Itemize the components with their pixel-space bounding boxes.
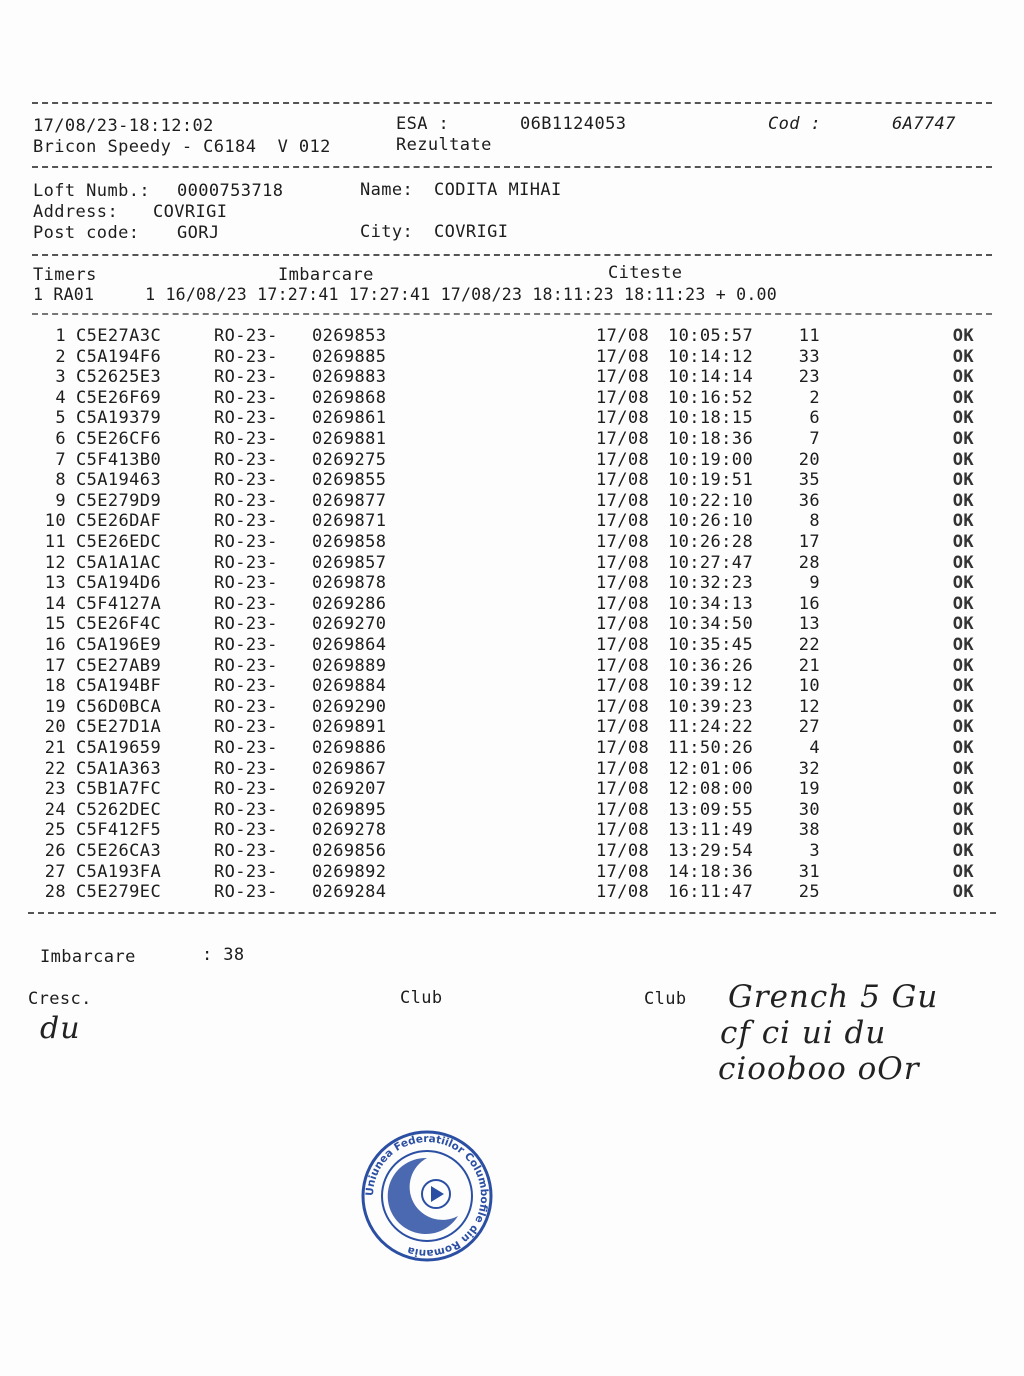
arrival-date: 17/08 — [596, 717, 650, 738]
position: 30 — [798, 799, 820, 820]
arrival-time: 10:18:36 — [668, 429, 754, 449]
table-row — [0, 347, 1024, 367]
ring-country: RO-23- — [214, 717, 278, 738]
ring-country: RO-23- — [214, 511, 278, 532]
city-value: COVRIGI — [434, 222, 509, 242]
chip-code: C5A19659 — [76, 738, 162, 758]
arrival-time: 13:11:49 — [668, 820, 754, 841]
chip-code: C5E26EDC — [76, 532, 162, 552]
arrival-date: 17/08 — [596, 367, 650, 388]
status-ok: OK — [952, 408, 974, 429]
position: 36 — [798, 490, 820, 511]
arrival-time: 13:29:54 — [668, 841, 754, 861]
row-number: 8 — [55, 470, 66, 491]
arrival-time: 11:50:26 — [668, 738, 754, 758]
status-ok: OK — [952, 635, 974, 655]
ring-number: 0269207 — [312, 779, 387, 800]
position: 27 — [798, 717, 820, 738]
ring-number: 0269892 — [312, 861, 387, 882]
federation-stamp — [360, 1128, 494, 1264]
chip-code: C5A194F6 — [76, 346, 162, 367]
arrival-date: 17/08 — [596, 738, 650, 758]
cod-label: Cod : — [768, 114, 822, 134]
table-row — [0, 470, 1024, 490]
table-row — [0, 429, 1024, 449]
position: 20 — [798, 449, 820, 470]
arrival-time: 10:16:52 — [668, 387, 754, 408]
chip-code: C5A194BF — [76, 676, 162, 697]
ring-country: RO-23- — [214, 490, 278, 511]
row-number: 10 — [44, 511, 66, 532]
row-number: 16 — [44, 635, 66, 655]
city-label: City: — [360, 222, 414, 242]
arrival-date: 17/08 — [596, 696, 650, 717]
loft-number-label: Loft Numb.: — [33, 181, 150, 201]
arrival-time: 10:27:47 — [668, 552, 754, 573]
arrival-date: 17/08 — [596, 429, 650, 449]
status-ok: OK — [952, 779, 974, 800]
loft-number: 0000753718 — [177, 181, 284, 201]
ring-country: RO-23- — [214, 408, 278, 429]
ring-number: 0269885 — [312, 346, 387, 367]
position: 38 — [798, 820, 820, 841]
ring-number: 0269853 — [312, 326, 387, 346]
row-number: 7 — [55, 449, 66, 470]
row-number: 6 — [55, 429, 66, 449]
arrival-time: 12:08:00 — [668, 779, 754, 800]
row-number: 1 — [55, 326, 66, 346]
position: 6 — [809, 408, 820, 429]
row-number: 5 — [55, 408, 66, 429]
chip-code: C5A194D6 — [76, 573, 162, 594]
arrival-time: 10:18:15 — [668, 408, 754, 429]
imbarcare-footer-label: Imbarcare — [40, 947, 136, 967]
row-number: 3 — [55, 367, 66, 388]
owner-name: CODITA MIHAI — [434, 180, 562, 200]
chip-code: C5A1A363 — [76, 758, 162, 779]
chip-code: C5A1A1AC — [76, 552, 162, 573]
arrival-time: 13:09:55 — [668, 799, 754, 820]
status-ok: OK — [952, 614, 974, 635]
ring-country: RO-23- — [214, 861, 278, 882]
ring-country: RO-23- — [214, 346, 278, 367]
table-row — [0, 820, 1024, 840]
ring-number: 0269861 — [312, 408, 387, 429]
ring-country: RO-23- — [214, 367, 278, 388]
arrival-date: 17/08 — [596, 820, 650, 841]
arrival-date: 17/08 — [596, 532, 650, 552]
arrival-time: 10:19:00 — [668, 449, 754, 470]
stamp-text: Uniunea Federatiilor Columbofile din Romania — [363, 1132, 491, 1260]
arrival-time: 10:39:23 — [668, 696, 754, 717]
status-ok: OK — [952, 696, 974, 717]
ring-country: RO-23- — [214, 696, 278, 717]
arrival-time: 10:14:12 — [668, 346, 754, 367]
arrival-time: 12:01:06 — [668, 758, 754, 779]
status-ok: OK — [952, 490, 974, 511]
ring-number: 0269868 — [312, 387, 387, 408]
position: 10 — [798, 676, 820, 697]
ring-number: 0269270 — [312, 614, 387, 635]
ring-number: 0269286 — [312, 593, 387, 614]
table-row — [0, 532, 1024, 552]
chip-code: C5E279EC — [76, 882, 162, 903]
arrival-time: 10:35:45 — [668, 635, 754, 655]
chip-code: C5262DEC — [76, 799, 162, 820]
position: 2 — [809, 387, 820, 408]
status-ok: OK — [952, 429, 974, 449]
row-number: 28 — [44, 882, 66, 903]
arrival-date: 17/08 — [596, 861, 650, 882]
arrival-time: 10:19:51 — [668, 470, 754, 491]
row-number: 12 — [44, 552, 66, 573]
table-row — [0, 408, 1024, 428]
table-row — [0, 882, 1024, 902]
ring-country: RO-23- — [214, 799, 278, 820]
arrival-date: 17/08 — [596, 490, 650, 511]
separator-line — [32, 313, 992, 315]
arrival-date: 17/08 — [596, 758, 650, 779]
ring-country: RO-23- — [214, 532, 278, 552]
table-row — [0, 367, 1024, 387]
arrival-time: 10:05:57 — [668, 326, 754, 346]
cod-value: 6A7747 — [892, 114, 956, 134]
table-row — [0, 553, 1024, 573]
row-number: 24 — [44, 799, 66, 820]
status-ok: OK — [952, 532, 974, 552]
separator-line — [28, 912, 996, 914]
position: 11 — [798, 326, 820, 346]
ring-country: RO-23- — [214, 614, 278, 635]
chip-code: C5A19463 — [76, 470, 162, 491]
ring-number: 0269891 — [312, 717, 387, 738]
ring-country: RO-23- — [214, 635, 278, 655]
status-ok: OK — [952, 758, 974, 779]
ring-number: 0269886 — [312, 738, 387, 758]
ring-number: 0269895 — [312, 799, 387, 820]
table-row — [0, 511, 1024, 531]
chip-code: C5E279D9 — [76, 490, 162, 511]
arrival-date: 17/08 — [596, 387, 650, 408]
status-ok: OK — [952, 552, 974, 573]
separator-line — [32, 254, 992, 256]
position: 13 — [798, 614, 820, 635]
handwritten-note-line-2: cf ci ui du — [720, 1015, 887, 1051]
arrival-date: 17/08 — [596, 511, 650, 532]
status-ok: OK — [952, 820, 974, 841]
arrival-time: 11:24:22 — [668, 717, 754, 738]
row-number: 19 — [44, 696, 66, 717]
row-number: 11 — [44, 532, 66, 552]
ring-number: 0269878 — [312, 573, 387, 594]
status-ok: OK — [952, 593, 974, 614]
ring-country: RO-23- — [214, 779, 278, 800]
ring-country: RO-23- — [214, 387, 278, 408]
status-ok: OK — [952, 676, 974, 697]
arrival-date: 17/08 — [596, 326, 650, 346]
row-number: 22 — [44, 758, 66, 779]
status-ok: OK — [952, 449, 974, 470]
ring-number: 0269855 — [312, 470, 387, 491]
row-number: 17 — [44, 655, 66, 676]
ring-country: RO-23- — [214, 758, 278, 779]
ring-country: RO-23- — [214, 470, 278, 491]
arrival-date: 17/08 — [596, 449, 650, 470]
table-row — [0, 656, 1024, 676]
position: 28 — [798, 552, 820, 573]
arrival-date: 17/08 — [596, 470, 650, 491]
postcode-label: Post code: — [33, 223, 140, 243]
arrival-time: 10:39:12 — [668, 676, 754, 697]
club-label-right: Club — [644, 989, 687, 1009]
position: 32 — [798, 758, 820, 779]
arrival-date: 17/08 — [596, 676, 650, 697]
chip-code: C5B1A7FC — [76, 779, 162, 800]
arrival-date: 17/08 — [596, 841, 650, 861]
esa-label: ESA : — [396, 114, 450, 134]
arrival-date: 17/08 — [596, 779, 650, 800]
arrival-date: 17/08 — [596, 799, 650, 820]
table-row — [0, 388, 1024, 408]
position: 25 — [798, 882, 820, 903]
chip-code: C5E27A3C — [76, 326, 162, 346]
arrival-date: 17/08 — [596, 408, 650, 429]
program-name: Bricon Speedy - C6184 V 012 — [33, 137, 331, 157]
status-ok: OK — [952, 799, 974, 820]
chip-code: C5F412F5 — [76, 820, 162, 841]
ring-country: RO-23- — [214, 882, 278, 903]
postcode-value: GORJ — [177, 223, 220, 243]
arrival-time: 10:32:23 — [668, 573, 754, 594]
address-value: COVRIGI — [153, 202, 228, 222]
table-row — [0, 841, 1024, 861]
timer-line: 1 RA01 1 16/08/23 17:27:41 17:27:41 17/08/23 18:11:23 18:11:23 + 0.00 — [33, 285, 777, 304]
chip-code: C5E26DAF — [76, 511, 162, 532]
arrival-time: 10:14:14 — [668, 367, 754, 388]
table-row — [0, 635, 1024, 655]
chip-code: C5A196E9 — [76, 635, 162, 655]
row-number: 2 — [55, 346, 66, 367]
ring-number: 0269883 — [312, 367, 387, 388]
imbarcare-header: Imbarcare — [278, 265, 374, 285]
position: 16 — [798, 593, 820, 614]
print-datetime: 17/08/23-18:12:02 — [33, 116, 214, 136]
table-row — [0, 450, 1024, 470]
status-ok: OK — [952, 326, 974, 346]
row-number: 9 — [55, 490, 66, 511]
ring-number: 0269858 — [312, 532, 387, 552]
imbarcare-count: : 38 — [202, 945, 245, 965]
chip-code: C5A193FA — [76, 861, 162, 882]
ring-country: RO-23- — [214, 449, 278, 470]
arrival-date: 17/08 — [596, 882, 650, 903]
cresc-label: Cresc. — [28, 989, 92, 1009]
citeste-header: Citeste — [608, 263, 683, 283]
status-ok: OK — [952, 861, 974, 882]
table-row — [0, 697, 1024, 717]
table-row — [0, 594, 1024, 614]
arrival-date: 17/08 — [596, 552, 650, 573]
address-label: Address: — [33, 202, 119, 222]
ring-country: RO-23- — [214, 573, 278, 594]
ring-number: 0269857 — [312, 552, 387, 573]
position: 22 — [798, 635, 820, 655]
status-ok: OK — [952, 841, 974, 861]
table-row — [0, 862, 1024, 882]
row-number: 23 — [44, 779, 66, 800]
table-row — [0, 717, 1024, 737]
chip-code: C5A19379 — [76, 408, 162, 429]
name-label: Name: — [360, 180, 414, 200]
position: 8 — [809, 511, 820, 532]
ring-number: 0269889 — [312, 655, 387, 676]
ring-country: RO-23- — [214, 429, 278, 449]
row-number: 20 — [44, 717, 66, 738]
chip-code: C5E26CF6 — [76, 429, 162, 449]
row-number: 26 — [44, 841, 66, 861]
row-number: 4 — [55, 387, 66, 408]
status-ok: OK — [952, 717, 974, 738]
arrival-date: 17/08 — [596, 573, 650, 594]
arrival-time: 10:26:28 — [668, 532, 754, 552]
row-number: 27 — [44, 861, 66, 882]
chip-code: C5F4127A — [76, 593, 162, 614]
ring-number: 0269884 — [312, 676, 387, 697]
position: 35 — [798, 470, 820, 491]
row-number: 18 — [44, 676, 66, 697]
ring-number: 0269275 — [312, 449, 387, 470]
table-row — [0, 573, 1024, 593]
ring-country: RO-23- — [214, 655, 278, 676]
table-row — [0, 676, 1024, 696]
arrival-time: 10:34:50 — [668, 614, 754, 635]
row-number: 15 — [44, 614, 66, 635]
club-label-middle: Club — [400, 988, 443, 1008]
row-number: 14 — [44, 593, 66, 614]
table-row — [0, 491, 1024, 511]
ring-country: RO-23- — [214, 593, 278, 614]
report-title: Rezultate — [396, 135, 492, 155]
position: 23 — [798, 367, 820, 388]
position: 7 — [809, 429, 820, 449]
position: 12 — [798, 696, 820, 717]
chip-code: C5E27D1A — [76, 717, 162, 738]
chip-code: C5E27AB9 — [76, 655, 162, 676]
table-row — [0, 614, 1024, 634]
status-ok: OK — [952, 511, 974, 532]
table-row — [0, 800, 1024, 820]
position: 19 — [798, 779, 820, 800]
timers-label: Timers — [33, 265, 97, 285]
handwritten-note-line-1: Grench 5 Gu — [728, 979, 939, 1015]
ring-number: 0269278 — [312, 820, 387, 841]
handwritten-signature: du — [40, 1011, 81, 1046]
arrival-date: 17/08 — [596, 593, 650, 614]
ring-number: 0269867 — [312, 758, 387, 779]
status-ok: OK — [952, 655, 974, 676]
position: 33 — [798, 346, 820, 367]
arrival-time: 14:18:36 — [668, 861, 754, 882]
position: 4 — [809, 738, 820, 758]
position: 3 — [809, 841, 820, 861]
status-ok: OK — [952, 387, 974, 408]
row-number: 25 — [44, 820, 66, 841]
status-ok: OK — [952, 573, 974, 594]
ring-number: 0269871 — [312, 511, 387, 532]
chip-code: C5E26F69 — [76, 387, 162, 408]
status-ok: OK — [952, 470, 974, 491]
arrival-time: 10:22:10 — [668, 490, 754, 511]
ring-number: 0269864 — [312, 635, 387, 655]
ring-country: RO-23- — [214, 841, 278, 861]
ring-country: RO-23- — [214, 676, 278, 697]
row-number: 13 — [44, 573, 66, 594]
separator-line — [32, 166, 992, 168]
arrival-date: 17/08 — [596, 614, 650, 635]
handwritten-note-line-3: ciooboo oOr — [718, 1051, 920, 1087]
table-row — [0, 326, 1024, 346]
chip-code: C5E26CA3 — [76, 841, 162, 861]
chip-code: C52625E3 — [76, 367, 162, 388]
ring-number: 0269881 — [312, 429, 387, 449]
arrival-date: 17/08 — [596, 655, 650, 676]
chip-code: C5E26F4C — [76, 614, 162, 635]
arrival-time: 10:26:10 — [668, 511, 754, 532]
position: 21 — [798, 655, 820, 676]
chip-code: C56D0BCA — [76, 696, 162, 717]
arrival-time: 16:11:47 — [668, 882, 754, 903]
table-row — [0, 759, 1024, 779]
position: 31 — [798, 861, 820, 882]
table-row — [0, 779, 1024, 799]
table-row — [0, 738, 1024, 758]
arrival-time: 10:34:13 — [668, 593, 754, 614]
arrival-time: 10:36:26 — [668, 655, 754, 676]
arrival-date: 17/08 — [596, 346, 650, 367]
status-ok: OK — [952, 367, 974, 388]
ring-number: 0269290 — [312, 696, 387, 717]
position: 9 — [809, 573, 820, 594]
chip-code: C5F413B0 — [76, 449, 162, 470]
position: 17 — [798, 532, 820, 552]
ring-country: RO-23- — [214, 820, 278, 841]
status-ok: OK — [952, 738, 974, 758]
status-ok: OK — [952, 882, 974, 903]
ring-number: 0269856 — [312, 841, 387, 861]
ring-country: RO-23- — [214, 326, 278, 346]
row-number: 21 — [44, 738, 66, 758]
ring-number: 0269284 — [312, 882, 387, 903]
separator-line — [32, 102, 992, 104]
esa-value: 06B1124053 — [520, 114, 627, 134]
ring-country: RO-23- — [214, 552, 278, 573]
ring-number: 0269877 — [312, 490, 387, 511]
status-ok: OK — [952, 346, 974, 367]
ring-country: RO-23- — [214, 738, 278, 758]
arrival-date: 17/08 — [596, 635, 650, 655]
